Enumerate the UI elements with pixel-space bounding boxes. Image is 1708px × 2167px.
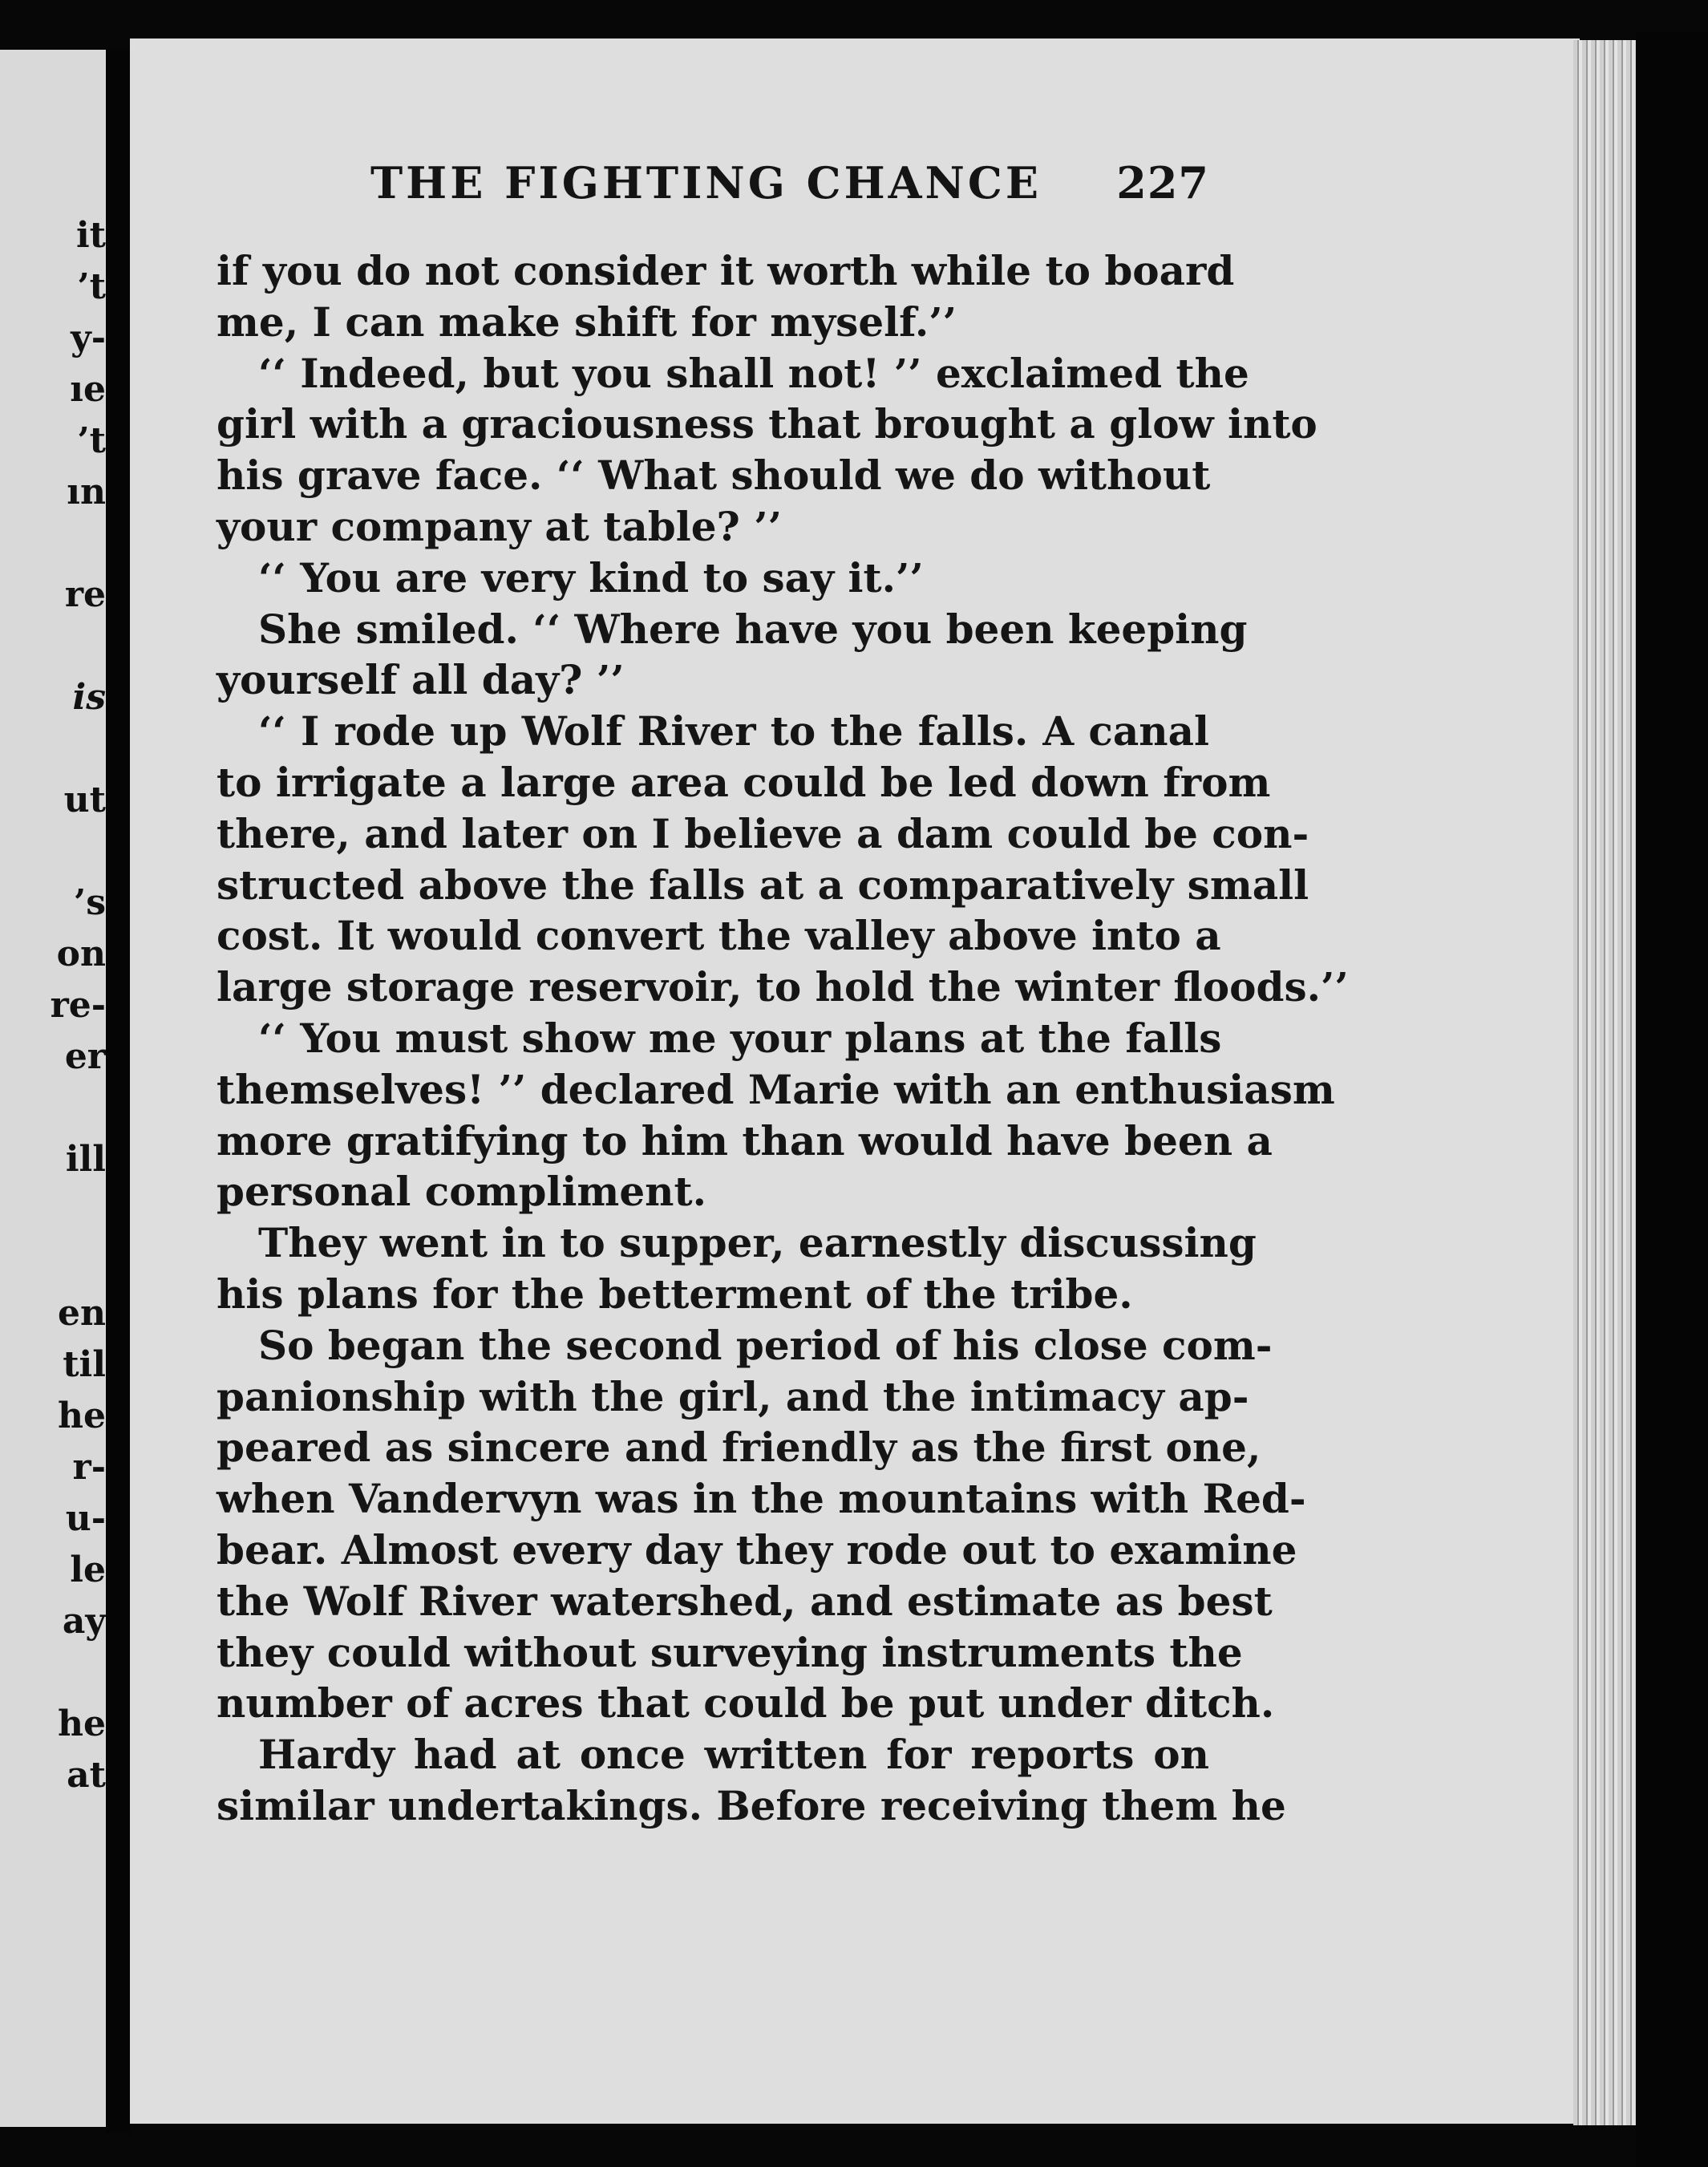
text-line: Hardy had at once written for reports on (258, 1731, 1209, 1779)
text-line: there, and later on I believe a dam could be con- (217, 809, 1309, 857)
previous-page-fragment: er (64, 1036, 106, 1077)
text-line: if you do not consider it worth while to board (217, 247, 1235, 294)
previous-page-fragment: ’t (77, 420, 106, 461)
previous-page-fragment: ill (65, 1139, 106, 1180)
previous-page-fragment: he (58, 1395, 106, 1436)
previous-page-fragment: on (56, 934, 106, 974)
previous-page-fragment: ıe (70, 369, 106, 410)
previous-page-fragment: ay (62, 1601, 106, 1642)
running-title: THE FIGHTING CHANCE (370, 157, 1042, 209)
text-line: She smiled. ‘‘ Where have you been keeping (258, 605, 1248, 653)
text-line: panionship with the girl, and the intimacy ap- (217, 1372, 1249, 1420)
previous-page-fragment: is (72, 677, 106, 718)
text-line: similar undertakings. Before receiving them he (217, 1781, 1286, 1829)
previous-page-fragment: ın (67, 472, 106, 512)
text-line: his grave face. ‘‘ What should we do without (217, 452, 1211, 500)
text-line: when Vandervyn was in the mountains with Red- (217, 1475, 1306, 1523)
text-line: They went in to supper, earnestly discussing (258, 1219, 1257, 1267)
previous-page-fragment: re (64, 574, 106, 615)
previous-page-fragment: he (58, 1703, 106, 1744)
previous-page-fragment: r- (72, 1447, 106, 1488)
text-line: more gratifying to him than would have been a (217, 1116, 1273, 1165)
text-line: cost. It would convert the valley above into a (217, 912, 1221, 960)
text-line: ‘‘ You are very kind to say it.’’ (258, 553, 924, 601)
text-line: ‘‘ You must show me your plans at the falls (258, 1014, 1222, 1062)
text-line: to irrigate a large area could be led down from (217, 758, 1271, 806)
text-line: peared as sincere and friendly as the first one, (217, 1424, 1261, 1472)
page-number: 227 (1116, 157, 1209, 209)
text-line: number of acres that could be put under ditch. (217, 1679, 1275, 1728)
previous-page-fragment: til (63, 1344, 106, 1385)
previous-page-fragment: le (70, 1549, 106, 1590)
previous-page-fragment: en (58, 1293, 106, 1334)
previous-page-fragment: ut (63, 780, 106, 820)
text-line: ‘‘ Indeed, but you shall not! ’’ exclaimed the (258, 349, 1249, 397)
page-edges (1573, 40, 1636, 2125)
text-line: structed above the falls at a comparatively small (217, 861, 1309, 909)
previous-page-fragment: re- (50, 985, 106, 1026)
previous-page-fragment: u- (65, 1498, 106, 1539)
text-line: his plans for the betterment of the tribe. (217, 1270, 1133, 1318)
previous-page-fragment: y- (71, 318, 106, 358)
text-line: they could without surveying instruments the (217, 1628, 1243, 1676)
text-line: girl with a graciousness that brought a glow into (217, 400, 1317, 448)
text-line: bear. Almost every day they rode out to examine (217, 1525, 1297, 1574)
previous-page-fragment: at (67, 1755, 106, 1796)
text-line: themselves! ’’ declared Marie with an enthusiasm (217, 1065, 1335, 1113)
previous-page-fragment: ’s (73, 882, 106, 923)
text-line: personal compliment. (217, 1168, 706, 1216)
body-text (217, 245, 1349, 1832)
text-line: your company at table? ’’ (217, 502, 783, 550)
previous-page-sliver (0, 50, 106, 2127)
text-line: So began the second period of his close com- (258, 1321, 1273, 1369)
scan-border-right (1636, 32, 1708, 2167)
text-line: me, I can make shift for myself.’’ (217, 298, 957, 346)
text-line: large storage reservoir, to hold the winter floods.’’ (217, 963, 1349, 1011)
text-line: ‘‘ I rode up Wolf River to the falls. A canal (258, 707, 1209, 755)
previous-page-fragment: it (75, 215, 106, 256)
previous-page-fragment: ’t (77, 266, 106, 307)
text-line: yourself all day? ’’ (217, 656, 625, 704)
text-line: the Wolf River watershed, and estimate as best (217, 1577, 1273, 1625)
book-gutter (106, 48, 130, 2133)
